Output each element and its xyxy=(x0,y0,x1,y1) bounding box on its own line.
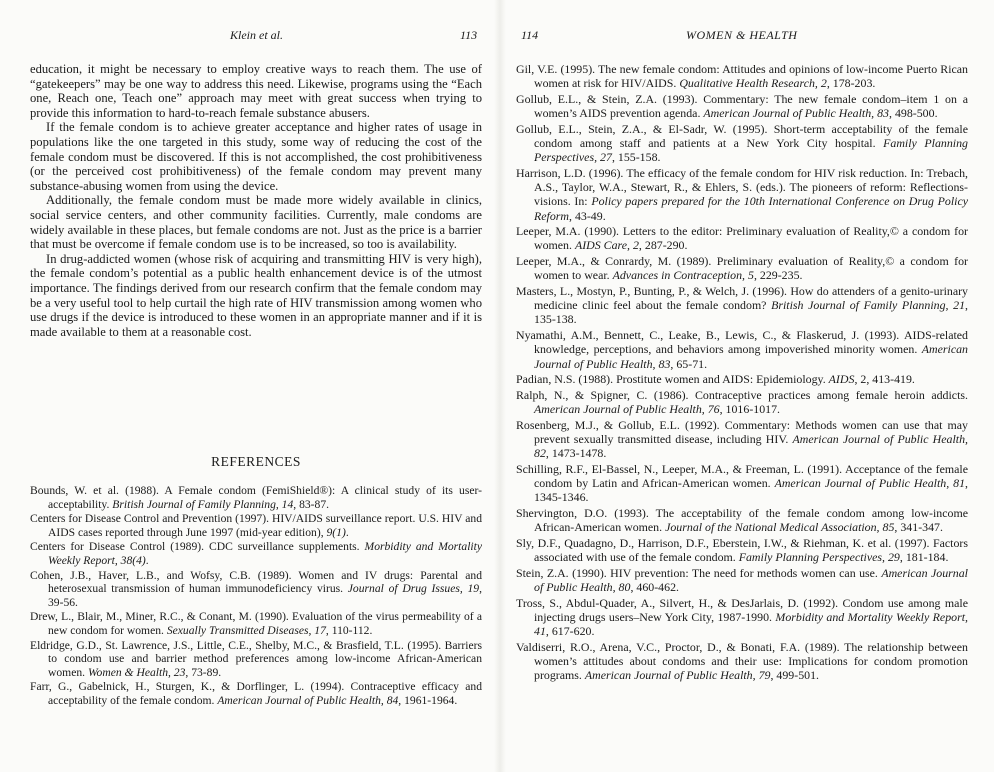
reference-item: Farr, G., Gabelnick, H., Sturgen, K., & Dorflinger, L. (1994). Contraceptive efficacy and acceptability of the female condom. American Journal of Public Health, 84, 1961-1964. xyxy=(30,680,482,707)
paragraph: In drug-addicted women (whose risk of acquiring and transmitting HIV is very high), the female condom’s potential as a public health enhancement device is of the utmost importance. The findings derived from our research confirm that the female condom may be a very useful tool to help curtail the high rate of HIV transmission among women who use drugs if the device is introduced to these women in an appropriate manner and if it is made available to them at a reasonable cost. xyxy=(30,251,482,339)
reference-item: Gollub, E.L., & Stein, Z.A. (1993). Commentary: The new female condom–item 1 on a women’s AIDS prevention agenda. American Journal of Public Health, 83, 498-500. xyxy=(516,91,968,121)
running-head: WOMEN & HEALTH xyxy=(686,28,798,42)
reference-item: Valdiserri, R.O., Arena, V.C., Proctor, D., & Bonati, F.A. (1989). The relationship between women’s attitudes about condoms and their use: Implications for condom promotion programs. American Journal of Public Health, 79, 499-501. xyxy=(516,639,968,683)
reference-item: Tross, S., Abdul-Quader, A., Silvert, H., & DesJarlais, D. (1992). Condom use among male injecting drugs users–New York City, 1987-1990. Morbidity and Mortality Weekly Report, 41, 617-620. xyxy=(516,595,969,639)
page-number: 113 xyxy=(460,28,478,42)
reference-list-left xyxy=(30,484,482,709)
paragraph: education, it might be necessary to employ creative ways to reach them. The use of “gatekeepers” may be one way to address this need. Likewise, programs using the “Each one, Reach one, Teach one” approach may meet with great success when trying to provide this information to hard-to-reach female substance abusers. xyxy=(30,62,482,120)
reference-item: Leeper, M.A. (1990). Letters to the editor: Preliminary evaluation of Reality,© a condom for women. AIDS Care, 2, 287-290. xyxy=(516,224,968,253)
reference-item: Centers for Disease Control and Prevention (1997). HIV/AIDS surveillance report. U.S. HIV and AIDS cases reported through June 1997 (mid-year edition), 9(1). xyxy=(30,512,482,539)
reference-item: Shervington, D.O. (1993). The acceptability of the female condom among low-income African-American women. Journal of the National Medical Association, 85, 341-347. xyxy=(516,506,968,535)
reference-item: Padian, N.S. (1988). Prostitute women and AIDS: Epidemiology. AIDS, 2, 413-419. xyxy=(516,372,915,387)
running-head: Klein et al. xyxy=(230,28,283,42)
body-text xyxy=(30,62,482,339)
reference-item: Harrison, L.D. (1996). The efficacy of the female condom for HIV risk reduction. In: Trebach, A.S., Taylor, W.A., Stewart, R., & Ehlers, S. (eds.). The pioneers of reform: Reflections-visions. In: Policy papers prepared for the 10th International Conference on Drug Policy Reform, 43-49. xyxy=(516,165,969,223)
reference-list-right xyxy=(516,62,968,684)
reference-item: Masters, L., Mostyn, P., Bunting, P., & Welch, J. (1996). How do attenders of a genito-urinary medicine clinic feel about the female condom? British Journal of Family Planning, 21, 135-138. xyxy=(516,284,968,327)
reference-item: Centers for Disease Control (1989). CDC surveillance supplements. Morbidity and Mortality Weekly Report, 38(4). xyxy=(30,540,483,567)
reference-item: Gollub, E.L., Stein, Z.A., & El-Sadr, W. (1995). Short-term acceptability of the female condom among staff and patients at a New York City hospital. Family Planning Perspectives, 27, 155-158. xyxy=(516,121,968,165)
reference-item: Eldridge, G.D., St. Lawrence, J.S., Little, C.E., Shelby, M.C., & Brasfield, T.L. (1995). Barriers to condom use and barrier method preferences among low-income African-American women. Women & Health, 23, 73-89. xyxy=(30,638,482,679)
page-gutter xyxy=(494,0,506,772)
reference-item: Rosenberg, M.J., & Gollub, E.L. (1992). Commentary: Methods women can use that may prevent sexually transmitted disease, including HIV. American Journal of Public Health, 82, 1473-1478. xyxy=(516,417,968,461)
reference-item: Gil, V.E. (1995). The new female condom: Attitudes and opinions of low-income Puerto Rican women at risk for HIV/AIDS. Qualitative Health Research, 2, 178-203. xyxy=(516,62,968,91)
reference-item: Drew, L., Blair, M., Miner, R.C., & Conant, M. (1990). Evaluation of the virus permeability of a new condom for women. Sexually Transmitted Diseases, 17, 110-112. xyxy=(30,610,482,637)
reference-item: Sly, D.F., Quadagno, D., Harrison, D.F., Eberstein, I.W., & Riehman, K. et al. (1997). Factors associated with use of the female condom. Family Planning Perspectives, 29, 181-184. xyxy=(516,536,968,565)
page-number: 114 xyxy=(521,28,539,42)
reference-item: Schilling, R.F., El-Bassel, N., Leeper, M.A., & Freeman, L. (1991). Acceptance of the female condom by Latin and African-American women. American Journal of Public Health, 81, 1345-1346. xyxy=(516,461,968,505)
reference-item: Nyamathi, A.M., Bennett, C., Leake, B., Lewis, C., & Flaskerud, J. (1993). AIDS-related knowledge, perceptions, and behaviors among impoverished minority women. American Journal of Public Health, 83, 65-71. xyxy=(516,328,968,371)
left-page xyxy=(30,0,482,772)
reference-item: Cohen, J.B., Haver, L.B., and Wofsy, C.B. (1989). Women and IV drugs: Parental and heterosexual transmission of human immunodeficiency virus. Journal of Drug Issues, 19, 39-56. xyxy=(30,568,482,609)
reference-item: Ralph, N., & Spigner, C. (1986). Contraceptive practices among female heroin addicts. American Journal of Public Health, 76, 1016-1017. xyxy=(516,387,968,417)
paragraph: Additionally, the female condom must be made more widely available in clinics, social service centers, and other community facilities. Currently, male condoms are widely available in these places, but female condoms are not. Just as the price is a barrier that must be overcome if female condom use is to be increased, so too is availability. xyxy=(30,193,482,252)
references-heading: REFERENCES xyxy=(211,454,301,469)
reference-item: Stein, Z.A. (1990). HIV prevention: The need for methods women can use. American Journal of Public Health, 80, 460-462. xyxy=(516,565,968,595)
reference-item: Leeper, M.A., & Conrardy, M. (1989). Preliminary evaluation of Reality,© a condom for women to wear. Advances in Contraception, 5, 229-235. xyxy=(516,254,968,283)
reference-item: Bounds, W. et al. (1988). A Female condom (FemiShield®): A clinical study of its user-acceptability. British Journal of Family Planning, 14, 83-87. xyxy=(30,484,482,511)
paragraph: If the female condom is to achieve greater acceptance and higher rates of usage in populations like the one targeted in this study, some way of reducing the cost of the female condom must be discovered. If this is not accomplished, the cost prohibitiveness (or the perceived cost prohibitiveness) of the female condom may prevent many substance-abusing women from using the device. xyxy=(30,120,482,193)
right-page xyxy=(516,0,968,772)
